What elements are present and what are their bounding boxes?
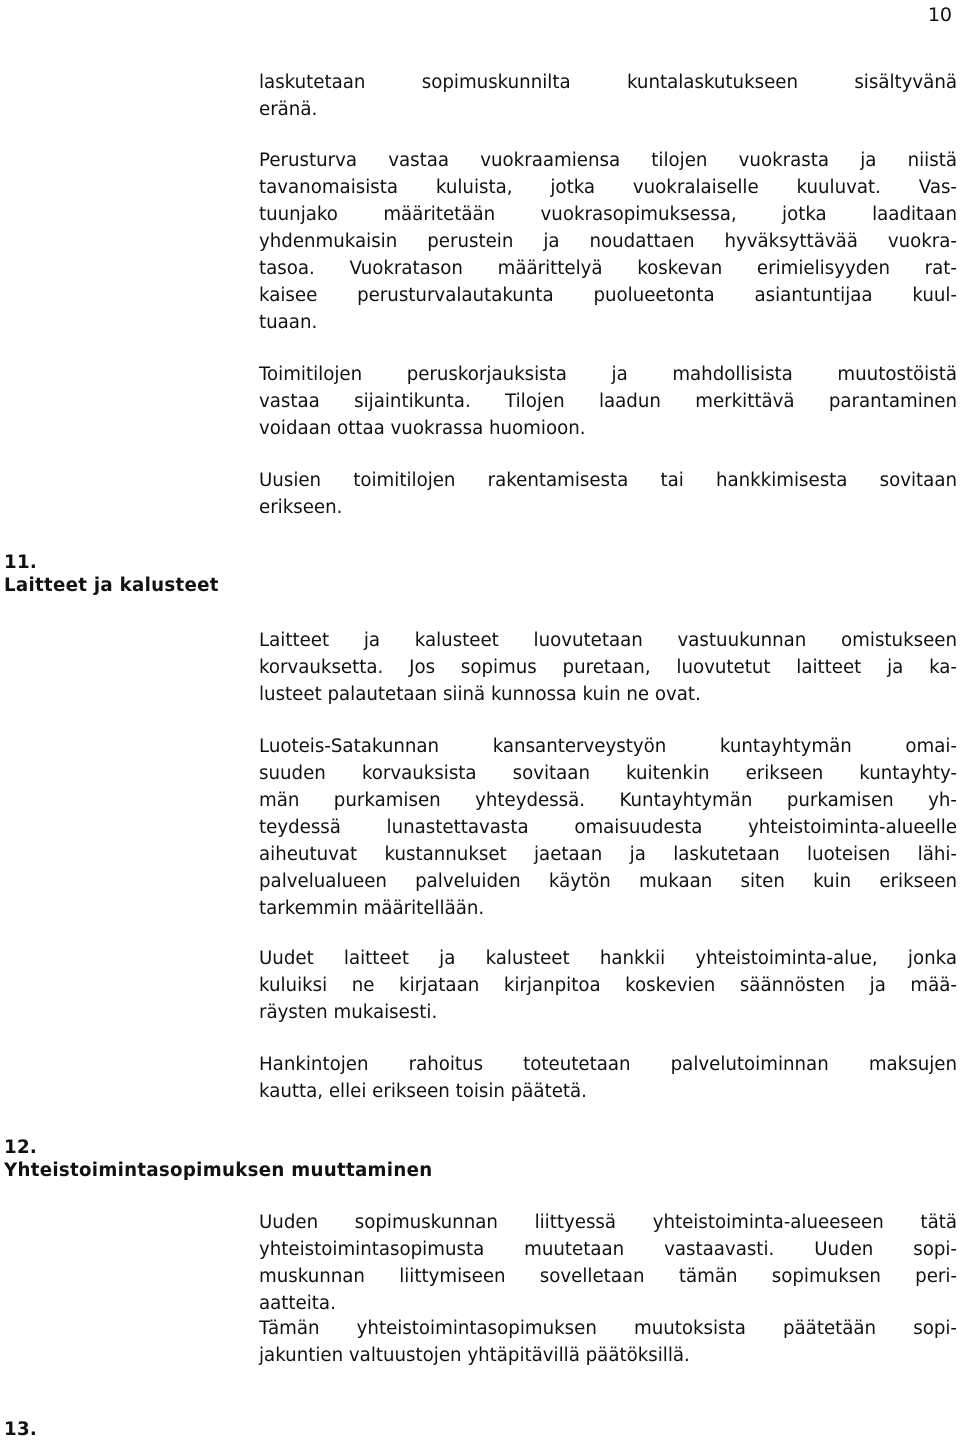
paragraph-2 xyxy=(259,147,957,336)
text-line: muskunnan liittymiseen sovelletaan tämän sopimuksen peri- xyxy=(259,1266,957,1287)
paragraph-9 xyxy=(259,1209,957,1317)
text-line: vastaa sijaintikunta. Tilojen laadun merkittävä parantaminen xyxy=(259,391,957,412)
text-line: voidaan ottaa vuokrassa huomioon. xyxy=(259,418,586,439)
paragraph-1 xyxy=(259,69,957,123)
paragraph-7 xyxy=(259,945,957,1026)
section-title: Laitteet ja kalusteet xyxy=(4,575,219,596)
text-line: tarkemmin määritellään. xyxy=(259,898,485,919)
text-line: yhdenmukaisin perustein ja noudattaen hyväksyttävää vuokra- xyxy=(259,231,957,252)
section-heading-12 xyxy=(4,1136,432,1182)
text-line: suuden korvauksista sovitaan kuitenkin erikseen kuntayhty- xyxy=(259,763,957,784)
text-line: aatteita. xyxy=(259,1293,336,1314)
text-line: Laitteet ja kalusteet luovutetaan vastuukunnan omistukseen xyxy=(259,630,957,651)
text-line: kuluiksi ne kirjataan kirjanpitoa koskevien säännösten ja mää- xyxy=(259,975,957,996)
section-heading-11 xyxy=(4,551,219,597)
text-line: tavanomaisista kuluista, jotka vuokralaiselle kuuluvat. Vas- xyxy=(259,177,957,198)
text-line: Tämän yhteistoimintasopimuksen muutoksista päätetään sopi- xyxy=(259,1318,957,1339)
text-line: palvelualueen palveluiden käytön mukaan siten kuin erikseen xyxy=(259,871,957,892)
page-number: 10 xyxy=(927,4,952,26)
section-number: 11. xyxy=(4,552,38,573)
text-line: räysten mukaisesti. xyxy=(259,1002,438,1023)
paragraph-4 xyxy=(259,467,957,521)
text-line: korvauksetta. Jos sopimus puretaan, luovutetut laitteet ja ka- xyxy=(259,657,957,678)
text-line: Luoteis-Satakunnan kansanterveystyön kuntayhtymän omai- xyxy=(259,736,957,757)
text-line: Toimitilojen peruskorjauksista ja mahdollisista muutostöistä xyxy=(259,364,957,385)
text-line: kaisee perusturvalautakunta puolueetonta asiantuntijaa kuul- xyxy=(259,285,957,306)
text-line: lusteet palautetaan siinä kunnossa kuin ne ovat. xyxy=(259,684,701,705)
text-line: tuunjako määritetään vuokrasopimuksessa, jotka laaditaan xyxy=(259,204,957,225)
paragraph-8 xyxy=(259,1051,957,1105)
paragraph-5 xyxy=(259,627,957,708)
text-line: Uuden sopimuskunnan liittyessä yhteistoiminta-alueeseen tätä xyxy=(259,1212,957,1233)
text-line: teydessä lunastettavasta omaisuudesta yhteistoiminta-alueelle xyxy=(259,817,957,838)
text-line: tasoa. Vuokratason määrittelyä koskevan erimielisyyden rat- xyxy=(259,258,957,279)
paragraph-6 xyxy=(259,733,957,922)
text-line: Perusturva vastaa vuokraamiensa tilojen vuokrasta ja niistä xyxy=(259,150,957,171)
section-title: Yhteistoimintasopimuksen muuttaminen xyxy=(4,1160,433,1181)
text-line: yhteistoimintasopimusta muutetaan vastaavasti. Uuden sopi- xyxy=(259,1239,957,1260)
paragraph-3 xyxy=(259,361,957,442)
text-line: aiheutuvat kustannukset jaetaan ja laskutetaan luoteisen lähi- xyxy=(259,844,957,865)
text-line: laskutetaan sopimuskunnilta kuntalaskutukseen sisältyvänä xyxy=(259,72,957,93)
section-number: 13. xyxy=(4,1419,38,1440)
text-line: erikseen. xyxy=(259,497,343,518)
section-heading-13 xyxy=(4,1418,37,1441)
paragraph-10 xyxy=(259,1315,957,1369)
text-line: jakuntien valtuustojen yhtäpitävillä päätöksillä. xyxy=(259,1345,690,1366)
text-line: Uusien toimitilojen rakentamisesta tai hankkimisesta sovitaan xyxy=(259,470,957,491)
text-line: kautta, ellei erikseen toisin päätetä. xyxy=(259,1081,587,1102)
section-number: 12. xyxy=(4,1137,38,1158)
text-line: Hankintojen rahoitus toteutetaan palvelutoiminnan maksujen xyxy=(259,1054,957,1075)
text-line: män purkamisen yhteydessä. Kuntayhtymän purkamisen yh- xyxy=(259,790,957,811)
text-line: eränä. xyxy=(259,99,318,120)
text-line: Uudet laitteet ja kalusteet hankkii yhteistoiminta-alue, jonka xyxy=(259,948,957,969)
text-line: tuaan. xyxy=(259,312,318,333)
